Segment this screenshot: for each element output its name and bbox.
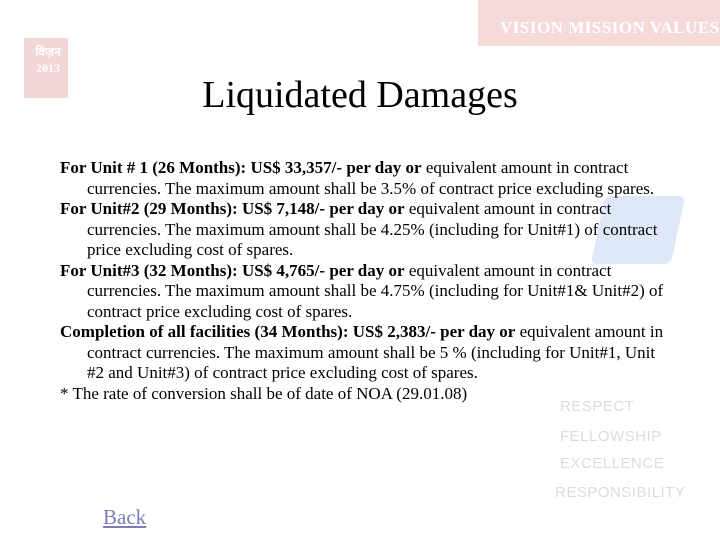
paragraph-text: equivalent amount in contract currencies. The maximum amount shall be 5 % (including for Unit#1, Unit #2 and Unit#3) of contract price excluding cost of spares. xyxy=(87,322,664,382)
logo-line-2: 2013 xyxy=(36,61,60,75)
paragraph-unit-3 xyxy=(60,261,665,323)
logo-line-1: विज़न xyxy=(35,45,61,59)
paragraph-lead: Completion of all facilities (34 Months): US$ 2,383/- per day or xyxy=(60,322,516,341)
header-banner-text: VISION MISSION VALUES xyxy=(500,18,720,37)
paragraph-lead: For Unit#3 (32 Months): US$ 4,765/- per day or xyxy=(60,260,405,280)
paragraph-text: equivalent amount in contract currencies. The maximum amount shall be 4.75% (including for Unit#1& Unit#2) of contract price excluding cost of spares. xyxy=(87,260,664,321)
paragraph-unit-2 xyxy=(60,199,665,261)
paragraph-all-facilities xyxy=(60,322,665,384)
back-link[interactable]: Back xyxy=(103,505,147,529)
paragraph-lead: For Unit#2 (29 Months): US$ 7,148/- per day or xyxy=(60,199,405,218)
watermark-value-1: RESPECT xyxy=(560,398,635,415)
paragraph-lead: For Unit # 1 (26 Months): US$ 33,357/- per day or xyxy=(60,158,422,177)
paragraph-text: equivalent amount in contract currencies. The maximum amount shall be 3.5% of contract price excluding spares. xyxy=(87,158,655,198)
paragraph-text: * The rate of conversion shall be of date of NOA (29.01.08) xyxy=(60,383,468,403)
watermark-value-4: RESPONSIBILITY xyxy=(555,484,686,501)
paragraph-unit-1 xyxy=(60,158,665,199)
page-title: Liquidated Damages xyxy=(202,74,518,116)
slide-content xyxy=(60,158,665,404)
watermark-value-2: FELLOWSHIP xyxy=(560,428,662,445)
paragraph-note xyxy=(60,384,665,405)
paragraph-text: equivalent amount in contract currencies. The maximum amount shall be 4.25% (including for Unit#1) of contract price excluding cost of spares. xyxy=(87,199,658,259)
watermark-value-3: EXCELLENCE xyxy=(560,455,665,472)
